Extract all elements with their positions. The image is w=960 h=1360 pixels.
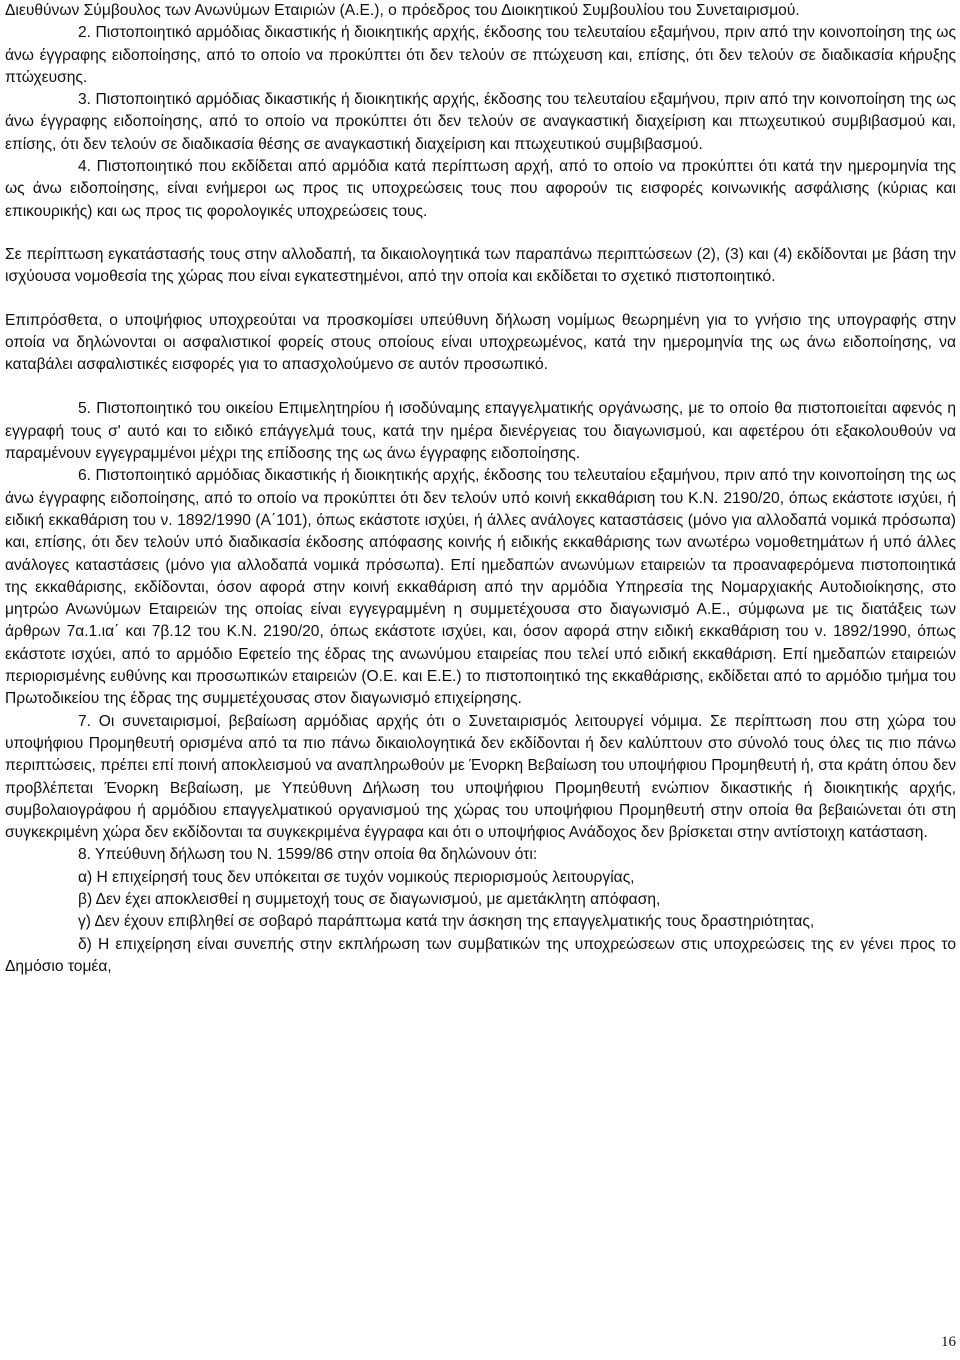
document-page	[5, 0, 956, 978]
paragraph-item-8b: β) Δεν έχει αποκλεισθεί η συμμετοχή τους σε διαγωνισμού, με αμετάκλητη απόφαση,	[78, 890, 661, 908]
paragraph-signatories: Διευθύνων Σύμβουλος των Ανωνύμων Εταιριών (Α.Ε.), ο πρόεδρος του Διοικητικού Συμβουλίου του Συνεταιρισμού.	[5, 2, 800, 19]
paragraph-item-8: 8. Υπεύθυνη δήλωση του Ν. 1599/86 στην οποία θα δηλώνουν ότι:	[78, 846, 538, 864]
paragraph-item-8a: α) Η επιχείρησή τους δεν υπόκειται σε τυχόν νομικούς περιορισμούς λειτουργίας,	[78, 868, 635, 886]
paragraph-item-6: 6. Πιστοποιητικό αρμόδιας δικαστικής ή διοικητικής αρχής, έκδοσης του τελευταίου εξαμήνου, πριν από την κοινοποίηση της ως άνω έγγραφης ειδοποίησης, από το οποίο να προκύπτει ότι δεν τελούν υπό κοινή εκκαθάριση του Κ.Ν. 2190/20, όπως εκάστοτε ισχύει, ή ειδική εκκαθάριση του ν. 1892/1990 (Α΄101), όπως εκάστοτε ισχύει, ή άλλες ανάλογες καταστάσεις (μόνο για αλλοδαπά νομικά πρόσωπα) και, επίσης, ότι δεν τελούν υπό διαδικασία έκδοσης απόφασης κοινής ή ειδικής εκκαθάρισης των ανωτέρω νομοθετημάτων ή υπό άλλες ανάλογες καταστάσεις (μόνο για αλλοδαπά νομικά πρόσωπα). Επί ημεδαπών ανωνύμων εταιρειών τα προαναφερόμενα πιστοποιητικά της εκκαθάρισης, εκδίδονται, όσον αφορά στην κοινή εκκαθάριση από την αρμόδια Υπηρεσία της Νομαρχιακής Αυτοδιοίκησης, στο μητρώο Ανωνύμων Εταιρειών της οποίας είναι εγγεγραμμένη η συμμετέχουσα στο διαγωνισμό Α.Ε., σύμφωνα με τις διατάξεις των άρθρων 7α.1.ια΄ και 7β.12 του Κ.Ν. 2190/20, όπως εκάστοτε ισχύει, και, όσον αφορά στην ειδική εκκαθάριση του ν. 1892/1990, όπως εκάστοτε ισχύει, από το αρμόδιο Εφετείο της έδρας της ανωνύμου εταιρείας που τελεί υπό ειδική εκκαθάριση. Επί ημεδαπών εταιρειών περιορισμένης ευθύνης και προσωπικών εταιρειών (Ο.Ε. και Ε.Ε.) το πιστοποιητικό της εκκαθάρισης, εκδίδεται από το αρμόδιο τμήμα του Πρωτοδικείου της έδρας της συμμετέχουσας στον διαγωνισμό επιχείρησης.	[5, 467, 956, 708]
page-number: 16	[941, 1334, 956, 1350]
paragraph-item-5: 5. Πιστοποιητικό του οικείου Επιμελητηρίου ή ισοδύναμης επαγγελματικής οργάνωσης, με το οποίο θα πιστοποιείται αφενός η εγγραφή τους σ' αυτό και το ειδικό επάγγελμά τους, κατά την ημέρα διενέργειας του διαγωνισμού, και αφετέρου ότι εξακολουθούν να παραμένουν εγγεγραμμένοι μέχρι της επίδοσης της ως άνω έγγραφης ειδοποίησης.	[5, 400, 956, 463]
paragraph-item-7: 7. Οι συνεταιρισμοί, βεβαίωση αρμόδιας αρχής ότι ο Συνεταιρισμός λειτουργεί νόμιμα. Σε περίπτωση που στη χώρα του υποψήφιου Προμηθευτή ορισμένα από τα πιο πάνω δικαιολογητικά δεν εκδίδονται ή δεν καλύπτουν στο σύνολό τους όλες τις πιο πάνω περιπτώσεις, πρέπει επί ποινή αποκλεισμού να αναπληρωθούν με Ένορκη Βεβαίωση του υποψήφιου Προμηθευτή ή, στα κράτη όπου δεν προβλέπεται Ένορκη Βεβαίωση, με Υπεύθυνη Δήλωση του υποψήφιου Προμηθευτή ενώπιον δικαστικής ή διοικητικής αρχής, συμβολαιογράφου ή αρμόδιου επαγγελματικού οργανισμού της χώρας του υποψήφιου Προμηθευτή στην οποία θα βεβαιώνεται ότι στη συγκεκριμένη χώρα δεν εκδίδονται τα συγκεκριμένα έγγραφα και ότι ο υποψήφιος Ανάδοχος δεν βρίσκεται στην αντίστοιχη κατάσταση.	[5, 712, 957, 842]
paragraph-item-8c: γ) Δεν έχουν επιβληθεί σε σοβαρό παράπτωμα κατά την άσκηση της επαγγελματικής τους δραστηριότητας,	[78, 913, 815, 931]
paragraph-additional-declaration: Επιπρόσθετα, ο υποψήφιος υποχρεούται να προσκομίσει υπεύθυνη δήλωση νομίμως θεωρημένη για το γνήσιο της υπογραφής στην οποία να δηλώνονται οι ασφαλιστικοί φορείς στους οποίους είναι υποχρεωμένος, κατά την ημερομηνία της ως άνω ειδοποίησης, να καταβάλει ασφαλιστικές εισφορές για το απασχολούμενο σε αυτόν προσωπικό.	[5, 311, 956, 374]
paragraph-item-3: 3. Πιστοποιητικό αρμόδιας δικαστικής ή διοικητικής αρχής, έκδοσης του τελευταίου εξαμήνου, πριν από την κοινοποίηση της ως άνω έγγραφης ειδοποίησης, από το οποίο να προκύπτει ότι δεν τελούν σε αναγκαστική διαχείριση και πτωχευτικού συμβιβασμού και, επίσης, ότι δεν τελούν σε διαδικασία θέσης σε αναγκαστική διαχείριση και πτωχευτικού συμβιβασμού.	[5, 91, 956, 153]
paragraph-item-4: 4. Πιστοποιητικό που εκδίδεται από αρμόδια κατά περίπτωση αρχή, από το οποίο να προκύπτει ότι κατά την ημερομηνία της ως άνω ειδοποίησης, είναι ενήμεροι ως προς τις υποχρεώσεις τους που αφορούν τις εισφορές κοινωνικής ασφάλισης (κύριας και επικουρικής) και ως προς τις φορολογικές υποχρεώσεις τους.	[5, 158, 956, 220]
paragraph-item-2: 2. Πιστοποιητικό αρμόδιας δικαστικής ή διοικητικής αρχής, έκδοσης του τελευταίου εξαμήνου, πριν από την κοινοποίηση της ως άνω έγγραφης ειδοποίησης, από το οποίο να προκύπτει ότι δεν τελούν σε πτώχευση και, επίσης, ότι δεν τελούν σε διαδικασία κήρυξης πτώχευσης.	[5, 24, 956, 86]
paragraph-item-8d: δ) Η επιχείρηση είναι συνεπής στην εκπλήρωση των συμβατικών της υποχρεώσεων στις υποχρεώσεις της εν γένει προς το Δημόσιο τομέα,	[5, 935, 956, 975]
paragraph-foreign-establishment: Σε περίπτωση εγκατάστασής τους στην αλλοδαπή, τα δικαιολογητικά των παραπάνω περιπτώσεων (2), (3) και (4) εκδίδονται με βάση την ισχύουσα νομοθεσία της χώρας που είναι εγκατεστημένοι, από την οποία και εκδίδεται το σχετικό πιστοποιητικό.	[5, 245, 956, 286]
